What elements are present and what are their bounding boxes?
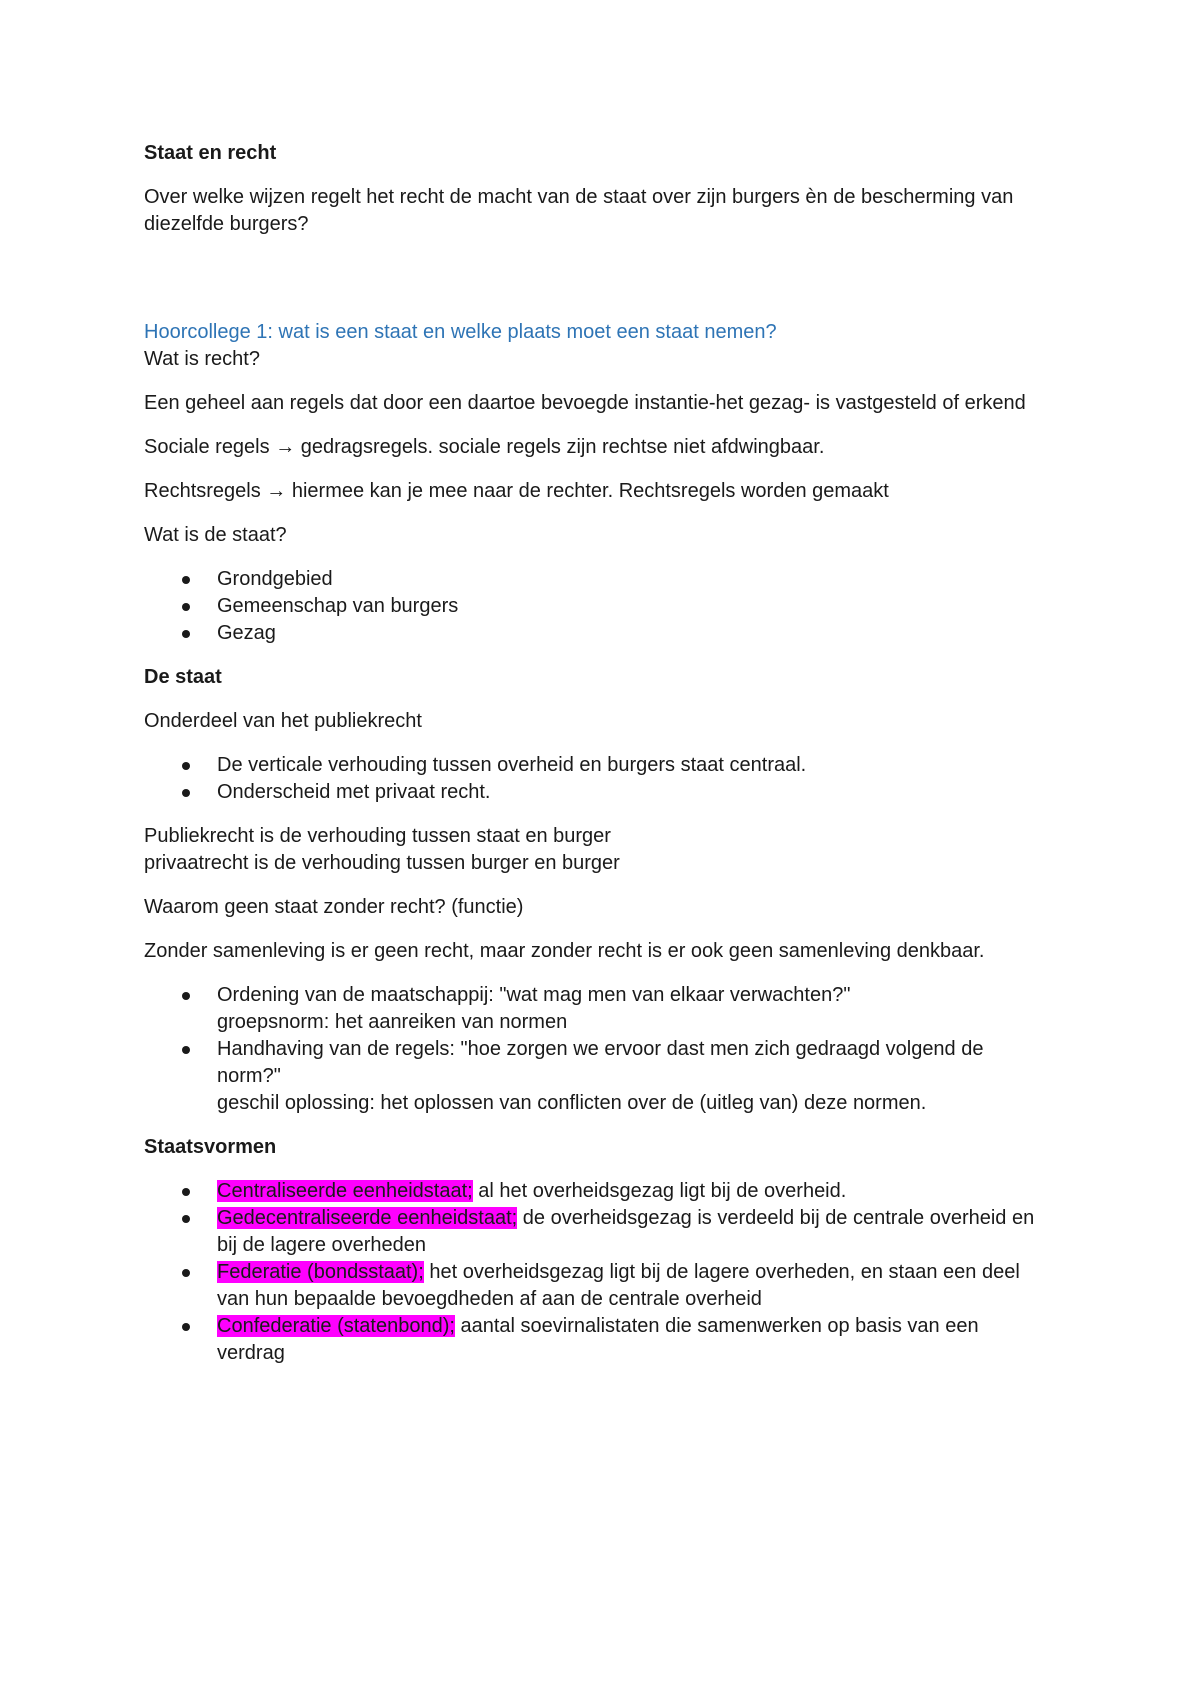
document-title: Staat en recht [144,142,277,164]
list-item: Handhaving van de regels: "hoe zorgen we ervoor dast men zich gedraagd volgend de norm?" geschil oplossing: het oplossen van conflicten over de (uitleg van) deze normen. [144,1036,1050,1117]
list-item: Ordening van de maatschappij: "wat mag men van elkaar verwachten?" groepsnorm: het aanreiken van normen [144,982,1050,1036]
public-private-definitions [144,823,1050,877]
question-what-is-state: Wat is de staat? [144,524,287,546]
bullet-icon [182,1269,190,1277]
bullet-icon [182,1323,190,1331]
list-item: Gezag [144,620,1050,647]
bullet-icon [182,1188,190,1196]
bullet-icon [182,630,190,638]
list-item: Onderscheid met privaat recht. [144,779,1050,806]
question-why-no-state-without-law: Waarom geen staat zonder recht? (functie) [144,896,524,918]
bullet-icon [182,1046,190,1054]
spacer [144,255,1050,319]
list-item: Grondgebied [144,566,1050,593]
highlighted-term: Federatie (bondsstaat); [217,1261,424,1283]
heading-staatsvormen: Staatsvormen [144,1136,277,1158]
heading-de-staat: De staat [144,666,222,688]
state-elements-list [144,566,1050,647]
arrow-right-icon: → [266,480,287,502]
bullet-icon [182,603,190,611]
onderdeel-line: Onderdeel van het publiekrecht [144,710,422,732]
list-item: Confederatie (statenbond); aantal soevirnalistaten die samenwerken op basis van een verdrag [144,1313,1050,1367]
social-rules-term: Sociale regels [144,436,270,458]
bullet-icon [182,1215,190,1223]
onderdeel-list [144,752,1050,806]
lecture-heading: Hoorcollege 1: wat is een staat en welke plaats moet een staat nemen? [144,321,777,343]
bullet-icon [182,576,190,584]
question-what-is-law: Wat is recht? [144,348,260,370]
highlighted-term: Confederatie (statenbond); [217,1315,455,1337]
legal-rules-term: Rechtsregels [144,480,261,502]
definition-law: Een geheel aan regels dat door een daartoe bevoegde instantie-het gezag- is vastgesteld of erkend [144,392,1026,414]
bullet-icon [182,762,190,770]
private-law-line: privaatrecht is de verhouding tussen burger en burger [144,852,620,874]
legal-rules-text: hiermee kan je mee naar de rechter. Rechtsregels worden gemaakt [291,480,889,502]
list-item: Gemeenschap van burgers [144,593,1050,620]
list-item: Centraliseerde eenheidstaat; al het overheidsgezag ligt bij de overheid. [144,1178,1050,1205]
legal-rules-line [144,478,1050,505]
state-forms-list [144,1178,1050,1367]
social-rules-text: gedragsregels. sociale regels zijn rechtse niet afdwingbaar. [300,436,825,458]
social-rules-line [144,434,1050,461]
highlighted-term: Gedecentraliseerde eenheidstaat; [217,1207,518,1229]
bullet-icon [182,992,190,1000]
society-statement: Zonder samenleving is er geen recht, maar zonder recht is er ook geen samenleving denkbaar. [144,940,985,962]
highlighted-term: Centraliseerde eenheidstaat; [217,1180,473,1202]
functions-list [144,982,1050,1117]
list-item: De verticale verhouding tussen overheid en burgers staat centraal. [144,752,1050,779]
intro-question: Over welke wijzen regelt het recht de macht van de staat over zijn burgers èn de bescherming van diezelfde burgers? [144,186,1014,235]
bullet-icon [182,789,190,797]
public-law-line: Publiekrecht is de verhouding tussen staat en burger [144,825,611,847]
arrow-right-icon: → [275,436,296,458]
list-item: Gedecentraliseerde eenheidstaat; de overheidsgezag is verdeeld bij de centrale overheid en bij de lagere overheden [144,1205,1050,1259]
list-item: Federatie (bondsstaat); het overheidsgezag ligt bij de lagere overheden, en staan een deel van hun bepaalde bevoegdheden af aan de centrale overheid [144,1259,1050,1313]
